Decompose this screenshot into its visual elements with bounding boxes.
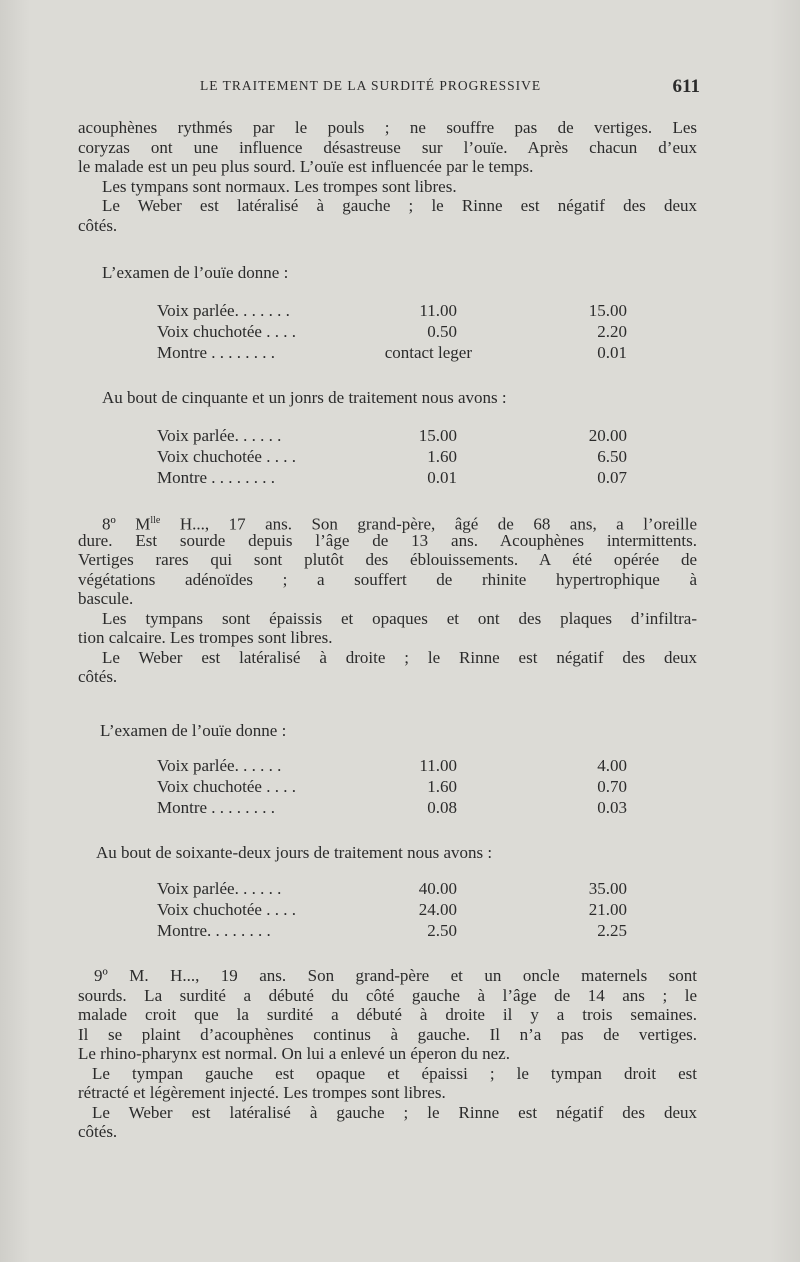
text-line: côtés. — [78, 667, 118, 686]
row-label: Voix chuchotée . . . . — [157, 777, 296, 796]
case-9-paragraph — [78, 966, 697, 1142]
row-label: Voix chuchotée . . . . — [157, 447, 296, 466]
exam2-table — [157, 756, 627, 819]
row-value-2: 4.00 — [597, 756, 627, 775]
table-row — [157, 798, 627, 819]
row-value-1: 2.50 — [427, 921, 457, 940]
row-value-2: 6.50 — [597, 447, 627, 466]
row-value-2: 20.00 — [588, 426, 627, 445]
row-value-1: 0.08 — [427, 798, 457, 817]
row-label: Voix parlée. . . . . . — [157, 879, 282, 898]
text-line: tion calcaire. Les trompes sont libres. — [78, 628, 333, 647]
text-line: végétations adénoïdes ; a souffert de rhinite hypertrophique à — [78, 569, 697, 589]
table-row — [157, 900, 627, 921]
exam2-intro: L’examen de l’ouïe donne : — [100, 721, 287, 740]
text-line: Le Weber est latéralisé à gauche ; le Rinne est négatif des deux — [92, 1102, 697, 1122]
treat2-table — [157, 879, 627, 942]
text-line: Le Weber est latéralisé à gauche ; le Rinne est négatif des deux — [102, 196, 697, 215]
table-row — [157, 322, 627, 343]
text-line: Le tympan gauche est opaque et épaissi ; le tympan droit est — [92, 1063, 697, 1083]
text-line: coryzas ont une influence désastreuse sur l’ouïe. Après chacun d’eux — [78, 137, 697, 157]
row-label: Montre . . . . . . . . — [157, 798, 276, 817]
table-row — [157, 921, 627, 942]
text-line — [78, 511, 697, 534]
text-line: côtés. — [78, 1122, 118, 1141]
row-value-1: 1.60 — [427, 777, 457, 796]
row-value-2: 0.01 — [597, 343, 627, 362]
row-label: Voix parlée. . . . . . — [157, 756, 282, 775]
table-row — [157, 426, 627, 447]
text-line: Le rhino-pharynx est normal. On lui a enlevé un éperon du nez. — [78, 1044, 510, 1063]
row-value-1: 11.00 — [419, 756, 457, 775]
table-row — [157, 447, 627, 468]
table-row — [157, 879, 627, 900]
exam1-table — [157, 301, 627, 364]
treat1-intro: Au bout de cinquante et un jonrs de traitement nous avons : — [102, 388, 507, 407]
treat1-table — [157, 426, 627, 489]
row-value-1: 40.00 — [418, 879, 457, 898]
text-line: Il se plaint d’acouphènes continus à gauche. Il n’a pas de vertiges. — [78, 1024, 697, 1044]
row-value-1: 15.00 — [418, 426, 457, 445]
row-value-1: 24.00 — [418, 900, 457, 919]
row-value-2: 0.70 — [597, 777, 627, 796]
row-label: Montre . . . . . . . . — [157, 468, 276, 487]
row-value-1: 0.50 — [427, 322, 457, 341]
text-line: Les tympans sont normaux. Les trompes sont libres. — [102, 176, 457, 196]
text-line: acouphènes rythmés par le pouls ; ne souffre pas de vertiges. Les — [78, 118, 697, 137]
row-value-2: 2.20 — [597, 322, 627, 341]
row-value-1: 0.01 — [427, 468, 457, 487]
treat2-intro: Au bout de soixante-deux jours de traitement nous avons : — [96, 843, 493, 862]
exam1-intro: L’examen de l’ouïe donne : — [102, 263, 289, 282]
text-line: dure. Est sourde depuis l’âge de 13 ans. Acouphènes intermittents. — [78, 530, 697, 550]
table-row — [157, 468, 627, 489]
row-label: Montre. . . . . . . . — [157, 921, 271, 940]
page-number: 611 — [672, 76, 700, 97]
text-line: côtés. — [78, 215, 118, 235]
case-8-paragraph — [78, 511, 697, 687]
row-label: Voix chuchotée . . . . — [157, 900, 296, 919]
paragraph-intro — [78, 118, 697, 235]
row-value-2: 0.07 — [597, 468, 627, 487]
row-value-2: 21.00 — [588, 900, 627, 919]
running-head: LE TRAITEMENT DE LA SURDITÉ PROGRESSIVE — [200, 78, 542, 93]
table-row — [157, 343, 627, 364]
row-label: Voix chuchotée . . . . — [157, 322, 296, 341]
text-line: 9º M. H..., 19 ans. Son grand-père et un oncle maternels sont — [94, 966, 697, 985]
case-8-superscript: lle — [150, 515, 161, 526]
table-row — [157, 301, 627, 322]
row-value-1: 1.60 — [427, 447, 457, 466]
page-header — [200, 76, 700, 98]
case-8-first-line: H..., 17 ans. Son grand-père, âgé de 68 ans, a l’oreille — [160, 514, 697, 534]
row-label: Montre . . . . . . . . — [157, 343, 276, 362]
table-row — [157, 777, 627, 798]
row-value-2: 15.00 — [588, 301, 627, 320]
text-line: le malade est un peu plus sourd. L’ouïe est influencée par le temps. — [78, 157, 534, 176]
row-value-2: 0.03 — [597, 798, 627, 817]
row-label: Voix parlée. . . . . . . — [157, 301, 290, 320]
row-value-2: 35.00 — [588, 879, 627, 898]
row-label: Voix parlée. . . . . . — [157, 426, 282, 445]
table-row — [157, 756, 627, 777]
text-line: bascule. — [78, 589, 134, 608]
text-line: sourds. La surdité a débuté du côté gauche à l’âge de 14 ans ; le — [78, 985, 697, 1005]
text-line: Le Weber est latéralisé à droite ; le Rinne est négatif des deux — [102, 647, 697, 667]
text-line: Vertiges rares qui sont plutôt des éblouissements. A été opérée de — [78, 550, 697, 569]
case-8-number: 8º M — [102, 514, 151, 534]
row-value-2: 2.25 — [597, 921, 627, 940]
text-line: malade croit que la surdité a débuté à droite il y a trois semaines. — [78, 1005, 697, 1024]
row-value-1: contact leger — [384, 343, 472, 362]
text-line: Les tympans sont épaissis et opaques et ont des plaques d’infiltra- — [102, 608, 697, 628]
text-line: rétracté et légèrement injecté. Les trompes sont libres. — [78, 1083, 446, 1102]
row-value-1: 11.00 — [419, 301, 457, 320]
